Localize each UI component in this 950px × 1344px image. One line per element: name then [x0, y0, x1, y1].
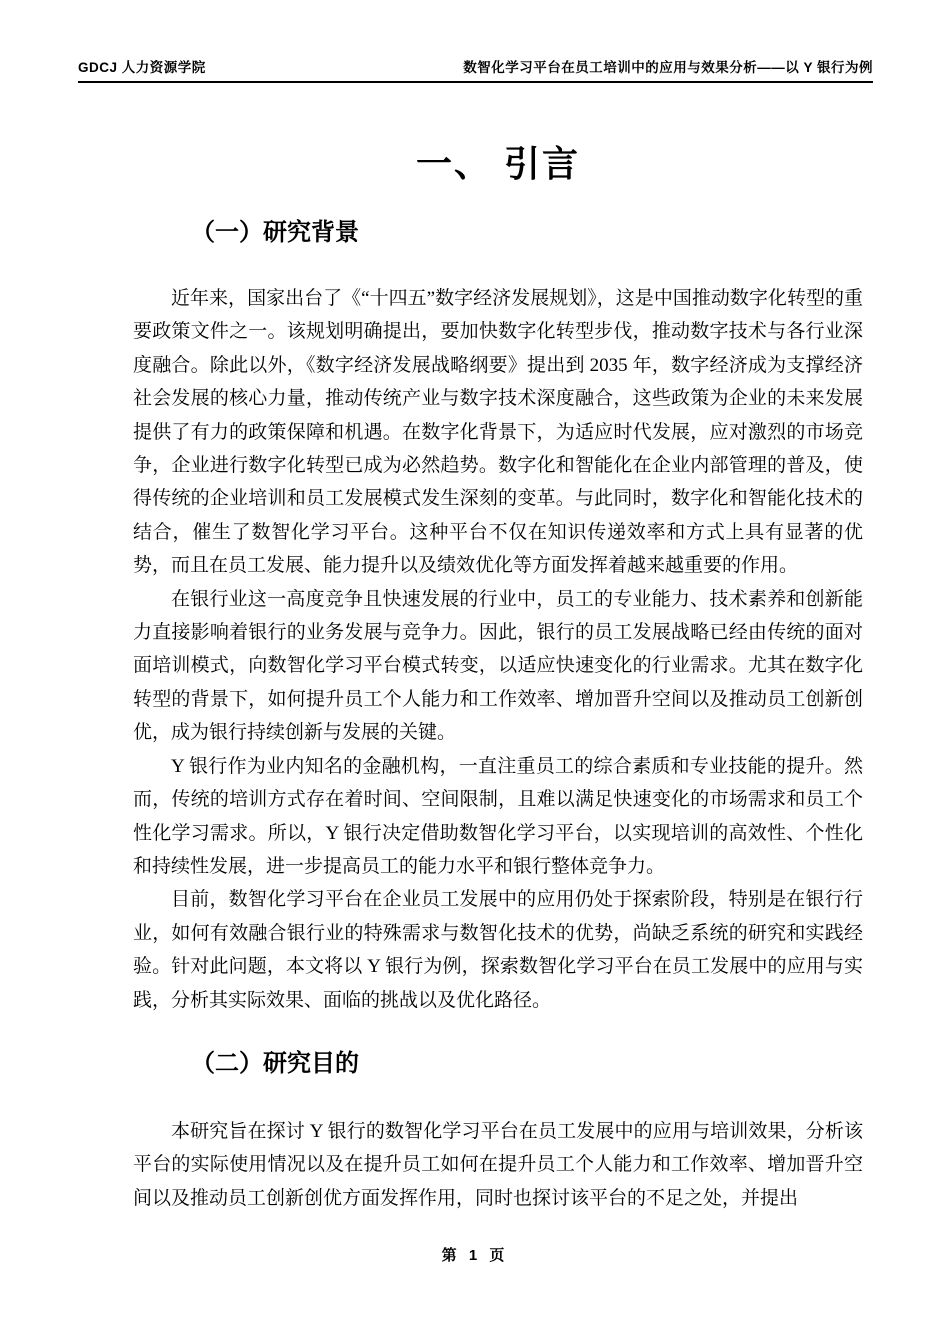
header-doc-title: 数智化学习平台在员工培训中的应用与效果分析——以 Y 银行为例 [463, 60, 873, 75]
document-body [133, 138, 863, 1215]
section-heading-research-background: （一）研究背景 [191, 219, 359, 246]
document-title: 一、 引言 [415, 143, 580, 184]
page-header [78, 56, 873, 83]
paragraph: Y 银行作为业内知名的金融机构，一直注重员工的综合素质和专业技能的提升。然而，传统的培训方式存在着时间、空间限制，且难以满足快速变化的市场需求和员工个性化学习需求。所以，Y 银行决定借助数智化学习平台，以实现培训的高效性、个性化和持续性发展，进一步提高员工的能力水平和银行整体竞争力。 [133, 755, 863, 877]
paragraph: 近年来，国家出台了《“十四五”数字经济发展规划》，这是中国推动数字化转型的重要政策文件之一。该规划明确提出，要加快数字化转型步伐，推动数字技术与各行业深度融合。除此以外，《数字经济发展战略纲要》提出到 2035 年，数字经济成为支撑经济社会发展的核心力量，推动传统产业与数字技术深度融合，这些政策为企业的未来发展提供了有力的政策保障和机遇。在数字化背景下，为适应时代发展，应对激烈的市场竞争，企业进行数字化转型已成为必然趋势。数字化和智能化在企业内部管理的普及，使得传统的企业培训和员工发展模式发生深刻的变革。与此同时，数字化和智能化技术的结合，催生了数智化学习平台。这种平台不仅在知识传递效率和方式上具有显著的优势，而且在员工发展、能力提升以及绩效优化等方面发挥着越来越重要的作用。 [133, 288, 863, 577]
paragraph: 本研究旨在探讨 Y 银行的数智化学习平台在员工发展中的应用与培训效果，分析该平台的实际使用情况以及在提升员工如何在提升员工个人能力和工作效率、增加晋升空间以及推动员工创新创优方面发挥作用，同时也探讨该平台的不足之处，并提出 [133, 1120, 863, 1209]
section-heading-research-purpose: （二）研究目的 [191, 1049, 359, 1077]
header-school-name: GDCJ 人力资源学院 [78, 60, 206, 75]
paragraph: 目前，数智化学习平台在企业员工发展中的应用仍处于探索阶段，特别是在银行行业，如何有效融合银行业的特殊需求与数智化技术的优势，尚缺乏系统的研究和实践经验。针对此问题，本文将以 Y 银行为例，探索数智化学习平台在员工发展中的应用与实践，分析其实际效果、面临的挑战以及优化路径。 [133, 889, 863, 1011]
paragraph: 在银行业这一高度竞争且快速发展的行业中，员工的专业能力、技术素养和创新能力直接影响着银行的业务发展与竞争力。因此，银行的员工发展战略已经由传统的面对面培训模式，向数智化学习平台模式转变，以适应快速变化的行业需求。尤其在数字化转型的背景下，如何提升员工个人能力和工作效率、增加晋升空间以及推动员工创新创优，成为银行持续创新与发展的关键。 [133, 588, 863, 744]
page-number: 第 1 页 [441, 1247, 509, 1264]
page-footer [0, 1244, 950, 1265]
